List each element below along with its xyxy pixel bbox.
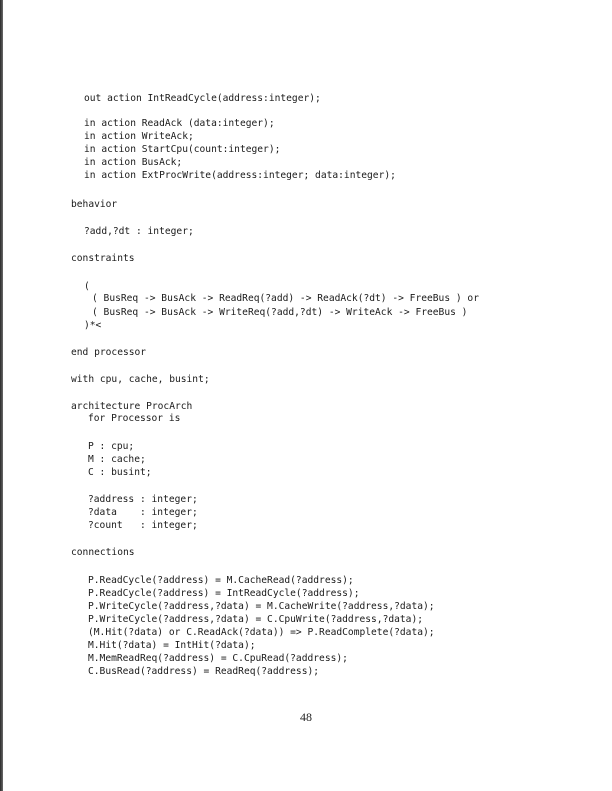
code-line: (M.Hit(?data) or C.ReadAck(?data)) => P.ReadComplete(?data); [88, 627, 435, 638]
code-line: P.WriteCycle(?address,?data) = M.CacheWrite(?address,?data); [88, 601, 435, 612]
code-line: constraints [71, 253, 135, 264]
code-line: ?add,?dt : integer; [84, 226, 194, 237]
code-line: ( [84, 281, 90, 292]
code-line: ?count : integer; [88, 520, 198, 531]
code-line: in action ExtProcWrite(address:integer; data:integer); [84, 170, 396, 181]
code-line: connections [71, 547, 135, 558]
code-line: behavior [71, 199, 118, 210]
code-line: M.MemReadReq(?address) = C.CpuRead(?address); [88, 653, 348, 664]
code-line: in action WriteAck; [84, 131, 194, 142]
code-line: P : cpu; [88, 441, 135, 452]
code-line: in action ReadAck (data:integer); [84, 118, 275, 129]
code-line: ?data : integer; [88, 507, 198, 518]
code-line: end processor [71, 347, 147, 358]
code-line: C.BusRead(?address) = ReadReq(?address); [88, 666, 320, 677]
code-line: P.ReadCycle(?address) = M.CacheRead(?address); [88, 575, 354, 586]
code-line: for Processor is [88, 413, 181, 424]
code-line: architecture ProcArch [71, 401, 193, 412]
code-line: ( BusReq -> BusAck -> WriteReq(?add,?dt) -> WriteAck -> FreeBus ) [92, 307, 468, 318]
code-line: P.WriteCycle(?address,?data) = C.CpuWrite(?address,?data); [88, 614, 424, 625]
code-line: ?address : integer; [88, 494, 198, 505]
code-line: M : cache; [88, 454, 146, 465]
code-line: with cpu, cache, busint; [71, 374, 210, 385]
page-number: 48 [300, 710, 312, 724]
code-line: ( BusReq -> BusAck -> ReadReq(?add) -> ReadAck(?dt) -> FreeBus ) or [92, 293, 479, 304]
code-line: out action IntReadCycle(address:integer); [84, 93, 321, 104]
code-line: C : busint; [88, 467, 152, 478]
code-line: in action StartCpu(count:integer); [84, 144, 281, 155]
code-line: )*< [84, 320, 102, 331]
code-line: in action BusAck; [84, 157, 183, 168]
code-line: P.ReadCycle(?address) = IntReadCycle(?address); [88, 588, 360, 599]
code-line: M.Hit(?data) = IntHit(?data); [88, 640, 256, 651]
